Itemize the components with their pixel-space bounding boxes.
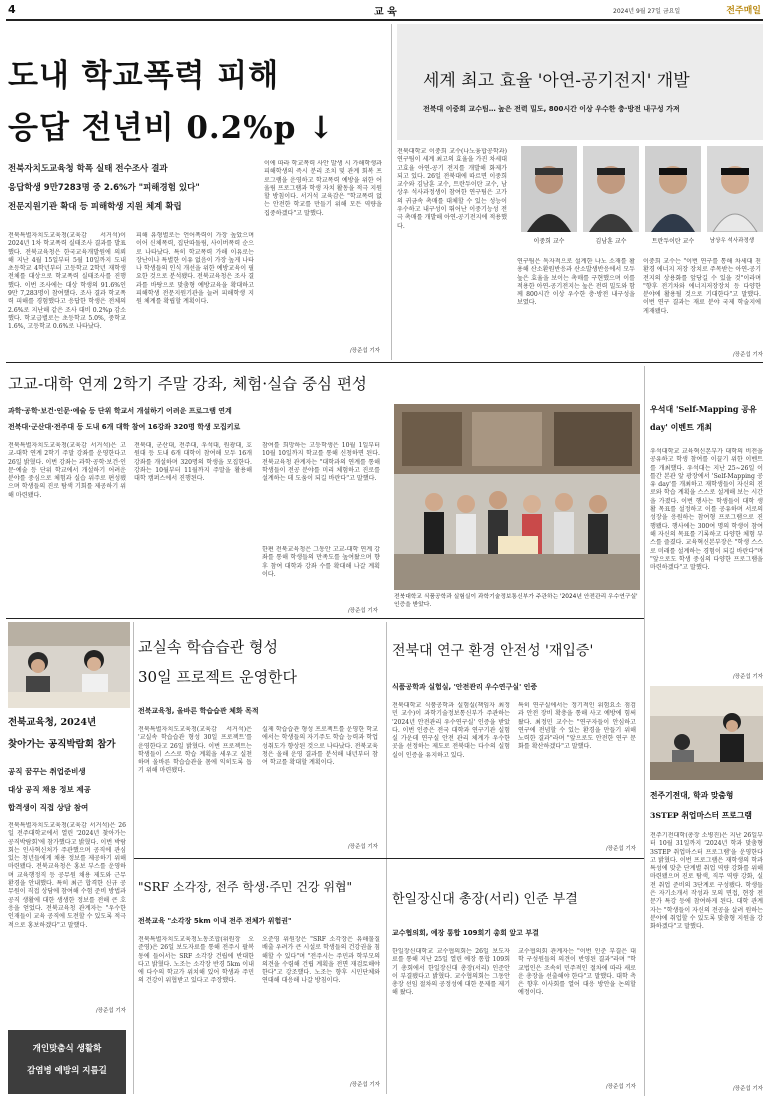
body-col3: 참여를 희망하는 고등학생은 10월 1일부터 10월 10일까지 학교를 통해 신청하면 된다. 전북교육청 관계자는 "대학과의 연계를 통해 학생들이 전공 분야를 미리 체험하고 진로를 설계하는 데 도움이 되길 바란다"고 말했다.	[262, 442, 380, 483]
article-zinc-air-battery	[397, 24, 763, 360]
kijeon-photo	[650, 686, 763, 780]
divider-h1	[6, 362, 763, 363]
subhead-1: 과학·공학·보건·인문·예술 등 단위 학교서 개설하기 어려운 프로그램 연계	[8, 407, 232, 415]
body-col2: 교수협의회 관계자는 "이번 인준 부결은 대학 구성원들의 의견이 반영된 결과"라며 "학교법인은 조속히 민주적인 절차에 따라 새로운 총장을 선출해야 한다"고 말했다. 대학 측은 향후 이사회를 열어 대응 방안을 논의할 예정이다.	[518, 948, 636, 997]
divider-h2	[6, 618, 644, 619]
job-fair-photo	[8, 622, 130, 708]
headline-line1: 교실속 학습습관 형성	[138, 638, 278, 656]
byline: /장준섭 기자	[347, 608, 378, 614]
body-col1: 전북대학교 식품공학과 실험실(책임자 최정민 교수)이 과학기술정보통신부가 주관하는 '2024년 안전관리 우수연구실' 인증을 받았다. 이번 인증은 전국 대학과 연구기관 실험실 가운데 연구실 안전 관리 체계가 우수한 곳을 선정하는 제도로 전북대는 다수의 실험실이 인증을 유지하고 있다.	[392, 702, 510, 759]
headline: 세계 최고 효율 '아연-공기전지' 개발	[423, 71, 690, 91]
body-col2: 피해 유형별로는 언어폭력이 가장 높았으며 이어 신체폭력, 집단따돌림, 사이버폭력 순으로 나타났다. 특히 학교폭력 가해 이유로는 장난이나 특별한 이유 없음이 가장 높게 나타나 학생들의 인식 개선을 위한 예방교육이 필요한 것으로 분석됐다. 전북교육청은 조사 결과를 바탕으로 맞춤형 예방교육을 확대하고 피해학생 전문지원기관을 늘려 피해학생 지원 체계를 확립할 계획이다.	[136, 232, 254, 306]
header-rule	[6, 19, 763, 21]
divider-h3	[134, 858, 644, 859]
body-col3: 이중희 교수는 "이번 연구를 통해 차세대 친환경 에너지 저장 장치로 주목받는 아연-공기전지의 상용화를 앞당길 수 있을 것"이라며 "향후 전기차와 에너지저장장치 등 다양한 분야에 활용될 것으로 기대한다"고 말했다. 이번 연구 결과는 재료 분야 국제 학술지에 게재됐다.	[643, 258, 761, 315]
body-col2: 연구팀은 독자적으로 설계한 나노 소재를 활용해 산소환원반응과 산소발생반응에서 모두 높은 효율을 보이는 촉매를 구현했으며 이를 적용한 아연-공기전지는 높은 전력 밀도와 함께 800시간 이상 우수한 충·방전 내구성을 보였다.	[517, 258, 635, 307]
portrait-caption-4: 남상우 석사과정생	[709, 238, 755, 244]
byline: /장준섭 기자	[349, 348, 380, 354]
subhead: 전북교육청, 올바른 학습습관 체화 목적	[138, 707, 259, 715]
portrait-lee-joonghee	[521, 146, 577, 232]
body-col1: 한일장신대학교 교수협의회는 26일 보도자료를 통해 지난 25일 열린 예장 통합 109회기 총회에서 한일장신대 총장(서리) 인준안이 부결됐다고 밝혔다. 교수협의회는 그동안 총장 선임 절차의 공정성에 대한 문제를 제기해 왔다.	[392, 948, 510, 997]
article-hanil-president	[392, 862, 640, 1094]
headline: 한일장신대 총장(서리) 인준 부결	[392, 892, 578, 907]
byline: /장준섭 기자	[732, 674, 763, 680]
portrait-caption-3: 트란두이탄 교수	[651, 238, 695, 245]
headline-line1: 도내 학교폭력 피해	[8, 58, 280, 94]
headline-line2: 3STEP 취업마스터 프로그램	[650, 811, 752, 820]
article-woosuk-self-mapping	[650, 400, 763, 680]
headline-line2: 찾아가는 공직박람회 참가	[8, 739, 116, 750]
lab-group-photo-image	[394, 404, 640, 590]
subhead-2: 전북대·군산대·전주대 등 도내 6개 대학 참여 16강좌 320명 학생 모집키로	[8, 423, 241, 431]
portrait-caption-2: 김남훈 교수	[595, 238, 627, 245]
portrait-row	[517, 146, 763, 254]
headline-line1: 전북교육청, 2024년	[8, 717, 97, 728]
body-col3: 이에 따라 학교폭력 사안 발생 시 가해학생과 피해학생의 즉시 분리 조치 및 관계 회복 프로그램을 운영하고 학교폭력 예방을 위한 어울림 프로그램과 학생 자치 활동을 적극 지원할 방침이다. 서거석 교육감은 "학교폭력 없는 안전한 학교를 만들기 위해 모든 역량을 집중하겠다"고 말했다.	[264, 160, 382, 217]
portrait-nam-sangwoo	[707, 146, 763, 232]
subhead: 전북대 이중희 교수팀… 높은 전력 밀도, 800시간 이상 우수한 충·방전 내구성 가져	[423, 105, 680, 113]
divider-v2	[644, 366, 645, 1096]
photo-caption: 전북대학교 식품공학과 실험실이 과학기술정보통신부가 주관하는 '2024년 안전관리 우수연구실' 인증을 받았다.	[394, 594, 638, 608]
paper-name: 전주매일	[726, 6, 761, 16]
portrait-tran-duy-thanh	[645, 146, 701, 232]
body-col1: 전북대학교 이중희 교수(나노융합공학과) 연구팀이 세계 최고의 효율을 가진 차세대 고효율 아연-공기 전지를 개발해 화제가 되고 있다. 26일 전북대에 따르면 이중희 교수와 김남훈 교수, 트란두이탄 교수, 남상우 석사과정생이 참여한 연구팀은 고가의 귀금속 촉매를 대체할 수 있는 성능이 우수하고 내구성이 뛰어난 이중기능성 전극 촉매를 개발해 아연-공기전지에 적용했다.	[397, 148, 507, 230]
article-school-violence	[8, 24, 388, 360]
subhead-3: 합격생이 직접 상담 참여	[8, 803, 89, 812]
subhead: 식품공학과 실험실, '안전관리 우수연구실' 인증	[392, 683, 538, 691]
divider-v1	[391, 24, 392, 360]
ad-line2: 감염병 예방의 지름길	[27, 1066, 107, 1076]
page-header	[6, 2, 763, 18]
article-weekend-courses	[8, 366, 640, 616]
headline: 고교-대학 연계 2학기 주말 강좌, 체험·실습 중심 편성	[8, 375, 367, 393]
page-number: 4	[8, 3, 16, 16]
body-col2: 오준영 위원장은 "SRF 소각장은 유해물질 배출 우려가 큰 시설로 학생들의 건강권을 침해할 수 있다"며 "전주시는 주민과 학부모의 의견을 수렴해 건립 계획을 전면 재검토해야 한다"고 강조했다. 노조는 향후 시민단체와 연대해 대응해 나갈 방침이다.	[262, 936, 380, 985]
body-col2: 특히 연구실에서는 정기적인 위험요소 점검과 안전 장비 확충을 통해 사고 예방에 힘써왔다. 최정민 교수는 "연구자들이 안심하고 연구에 전념할 수 있는 환경을 만들기 위해 노력한 결과"라며 "앞으로도 안전한 연구 문화를 확산하겠다"고 말했다.	[518, 702, 636, 751]
ad-box	[8, 1030, 126, 1094]
byline: /장준섭 기자	[347, 844, 378, 850]
body-col2-text: 실제 학습습관 형성 프로젝트를 운영한 학교에서는 학생들의 자기주도 학습 능력과 학업 성취도가 향상된 것으로 나타났다. 전북교육청은 올해 운영 결과를 분석해 내년부터 참여 학교를 확대할 계획이다.	[262, 726, 378, 767]
kijeon-photo-image	[650, 686, 763, 780]
headline: "SRF 소각장, 전주 학생·주민 건강 위협"	[138, 880, 353, 894]
lab-group-photo	[394, 404, 640, 590]
body-col1: 전북특별자치도교육청(교육감 서거석)이 2024년 1차 학교폭력 실태조사 결과를 발표했다. 전북교육청은 한국교육개발원에 의뢰해 지난 4월 15일부터 5월 10일까지 도내 초등학교 4학년부터 고등학교 2학년 재학생 전체를 대상으로 학교폭력 실태조사를 진행했다. 이번 조사에는 대상 학생의 91.6%인 9만 7,283명이 참여했다. 조사 결과 학교폭력 피해를 경험했다고 응답한 학생은 전체의 2.6%로 지난해 같은 조사 대비 0.2%p 감소했다. 학교급별로는 초등학교 5.0%, 중학교 1.6%, 고등학교 0.6%로 나타났다.	[8, 232, 126, 331]
byline: /장준섭 기자	[732, 1086, 763, 1092]
article-kijeon-job-program	[650, 686, 763, 1094]
subhead-3: 전문지원기관 확대 등 피해학생 지원 체계 확립	[8, 202, 182, 212]
subhead-1: 전북자치도교육청 학폭 실태 전수조사 결과	[8, 164, 168, 174]
article-public-job-fair	[8, 622, 130, 1022]
headline: 전북대 연구 환경 안전성 '재입증'	[392, 643, 594, 659]
byline: /장준섭 기자	[605, 1084, 636, 1090]
article-srf-incinerator	[138, 862, 384, 1094]
byline: /장준섭 기자	[349, 1082, 380, 1088]
body: 전북특별자치도교육청(교육감 서거석)은 26일 전주대학교에서 열린 '2024년 찾아가는 공직박람회'에 참가했다고 밝혔다. 이번 박람회는 인사혁신처가 주관했으며 공직에 관심 있는 청년들에게 채용 정보를 제공하기 위해 마련됐다. 전북교육청은 홍보 부스를 운영하며 교육행정직 등 공무원 채용 제도와 근무 환경을 안내했다. 특히 최근 합격한 신규 공무원이 직접 상담에 참여해 수험 준비 방법과 공직 생활에 대한 생생한 정보를 전해 큰 호응을 얻었다. 전북교육청 관계자는 "우수한 인재들이 교육 공직에 도전할 수 있도록 적극적으로 홍보하겠다"고 말했다.	[8, 822, 126, 929]
portrait-kim-namhoon	[583, 146, 639, 232]
subhead-2: 대상 공직 채용 정보 제공	[8, 785, 91, 794]
article-study-habit-project-col2	[262, 726, 380, 854]
headline-line1: 전주기전대, 학과 맞춤형	[650, 791, 734, 800]
portrait-caption-1: 이중희 교수	[533, 238, 565, 245]
byline: /장준섭 기자	[732, 352, 763, 358]
ad-line1: 개인맞춤식 생활화	[32, 1044, 102, 1054]
subhead: 교수협의회, 예장 통합 109회기 총회 앞고 부결	[392, 929, 539, 937]
subhead-1: 공직 꿈꾸는 취업준비생	[8, 767, 86, 776]
body-col1: 전북특별자치도교육청노동조합(위원장 오준영)은 26일 보도자료를 통해 전주시 팔복동에 들어서는 SRF 소각장 건립에 반대한다고 밝혔다. 노조는 소각장 반경 5km 이내에 다수의 학교가 위치해 있어 학생과 주민의 건강이 위협받고 있다고 주장했다.	[138, 936, 254, 985]
byline: /장준섭 기자	[605, 846, 636, 852]
issue-date: 2024년 9월 27일 금요일	[613, 8, 681, 15]
subhead: 전북교육 "소각장 5km 이내 전주 전체가 위험권"	[138, 917, 292, 925]
body: 우석대학교 교육혁신본부가 대학의 비전을 공유하고 학생 참여를 이끌기 위한 이벤트를 개최했다. 우석대는 지난 25~26일 이틀간 본관 앞 광장에서 'Self-Mapping 공유 day'를 개최하고 재학생들이 자신의 진로와 학습 계획을 스스로 설계해 보는 시간을 가졌다. 이번 행사는 학생들이 대학 생활 목표를 설정하고 이를 공유하며 서로의 성장을 응원하는 참여형 프로그램으로 진행됐다. 행사에는 300여 명의 학생이 참여해 자신의 목표를 기록하고 다양한 체험 부스를 즐겼다. 교육혁신본부장은 "학생 스스로 미래를 설계하는 경험이 되길 바란다"며 "앞으로도 학생 중심의 다양한 프로그램을 마련하겠다"고 말했다.	[650, 448, 763, 572]
job-fair-photo-image	[8, 622, 130, 708]
body-col2: 전북대, 군산대, 전주대, 우석대, 원광대, 호원대 등 도내 6개 대학이 참여해 모두 16개 강좌를 개설하며 320명의 학생을 모집한다. 강좌는 10월부터 11월까지 주말을 활용해 대학 캠퍼스에서 진행된다.	[134, 442, 252, 483]
headline: 우석대 'Self-Mapping 공유 day' 이벤트 개최	[650, 404, 757, 432]
article-lab-safety	[392, 622, 640, 854]
section-title: 교 육	[374, 7, 397, 18]
subhead-2: 응답학생 9만7283명 중 2.6%가 "피해경험 있다"	[8, 183, 200, 193]
body-col1: 전북특별자치도교육청(교육감 서거석)은 고교-대학 연계 2학기 주말 강좌를 운영한다고 26일 밝혔다. 이번 강좌는 과학·공학·보건·인문·예술 등 단위 학교에서 개설하기 어려운 분야를 중심으로 체험과 실습 위주로 편성됐으며 학생들의 진로 탐색 기회를 제공하기 위해 마련됐다.	[8, 442, 126, 499]
headline-line2: 30일 프로젝트 운영한다	[138, 668, 298, 686]
body-col1: 전북특별자치도교육청(교육감 서거석)은 '교실속 학습습관 형성 30일 프로젝트'를 운영한다고 26일 밝혔다. 이번 프로젝트는 학생들이 스스로 학습 계획을 세우고 실천하며 올바른 학습습관을 몸에 익히도록 돕기 위해 마련됐다.	[138, 726, 252, 775]
body: 전주기전대학(총장 소병진)은 지난 26일부터 10월 31일까지 '2024년 학과 맞춤형 3STEP 취업마스터 프로그램'을 운영한다고 밝혔다. 이번 프로그램은 재학생의 학과 특성에 맞춘 단계별 취업 역량 강화를 위해 마련됐으며 진로 탐색, 직무 역량 강화, 실전 취업 준비의 3단계로 구성됐다. 학생들은 자기소개서 작성과 모의 면접, 현장 전문가 특강 등에 참여하게 된다. 대학 관계자는 "학생들이 자신의 전공을 살려 원하는 분야에 취업할 수 있도록 맞춤형 지원을 강화하겠다"고 말했다.	[650, 832, 763, 931]
byline: /장준섭 기자	[95, 1008, 126, 1014]
body-col3b: 한편 전북교육청은 그동안 고교-대학 연계 강좌를 통해 학생들의 만족도를 높여왔으며 향후 참여 대학과 강좌 수를 확대해 나갈 계획이다.	[262, 546, 380, 578]
headline-line2: 응답 전년비 0.2%p ↓	[8, 110, 336, 146]
